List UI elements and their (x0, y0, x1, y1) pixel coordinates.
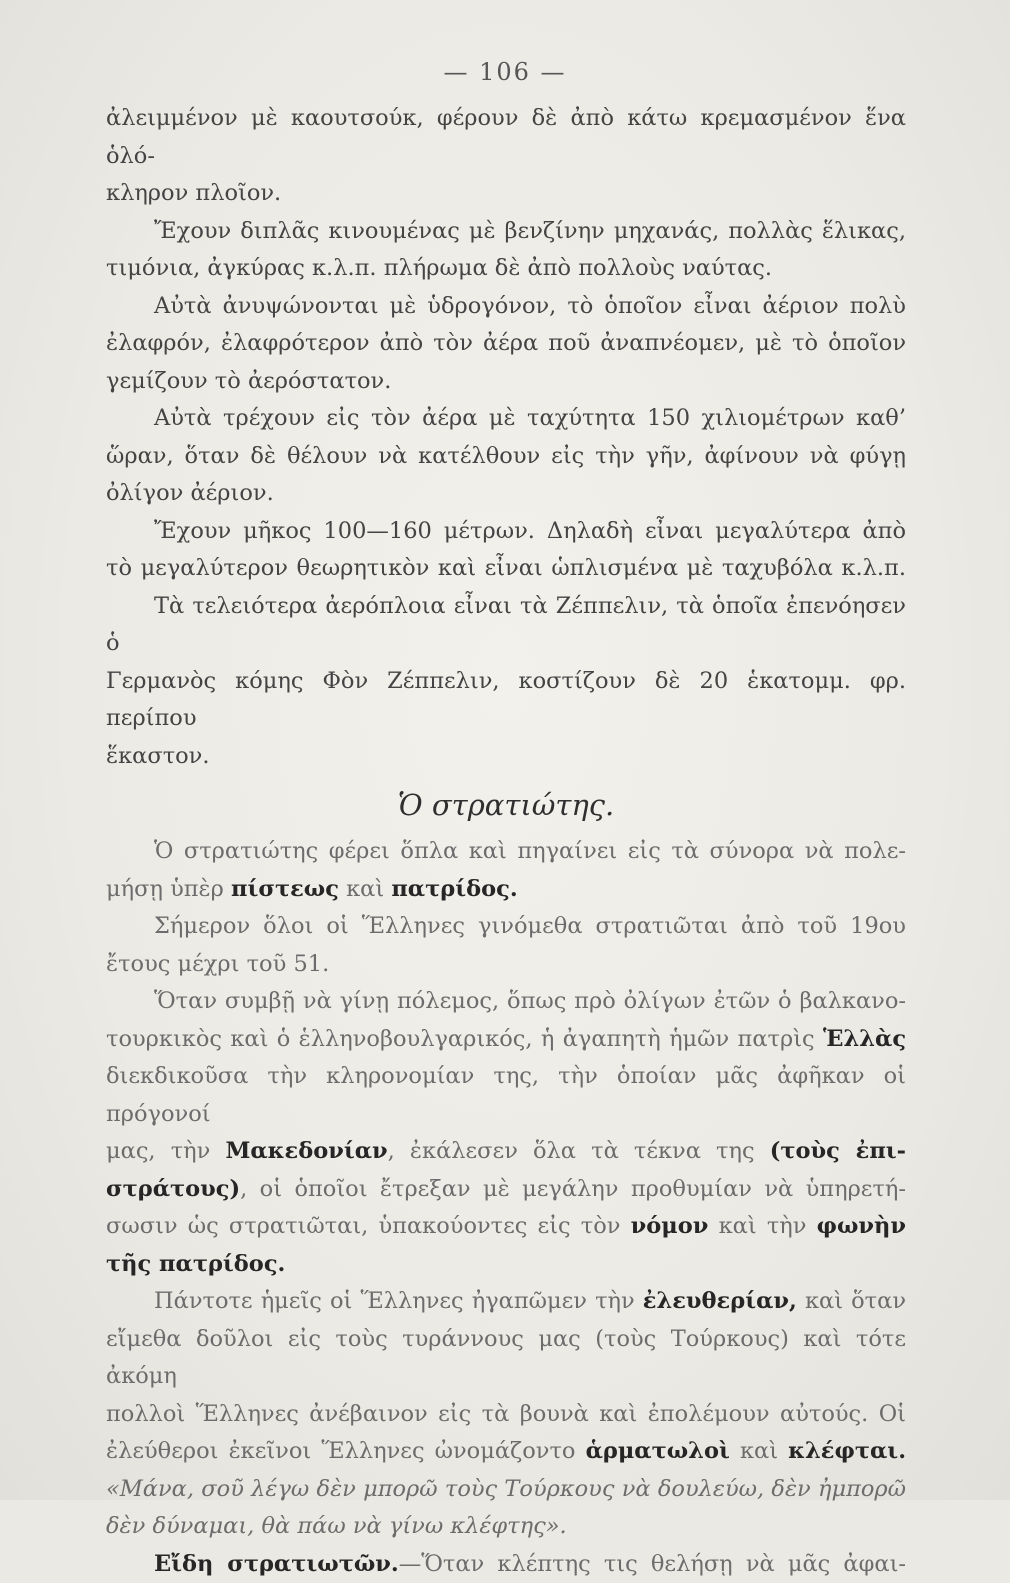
bold-term: στράτους) (106, 1176, 240, 1202)
soldier-section (106, 833, 906, 1583)
text-line (106, 1208, 906, 1246)
text-span: καὶ τὴν (719, 1213, 807, 1239)
text-line: τιμόνια, ἀγκύρας κ.λ.π. πλήρωμα δὲ ἀπὸ πολλοὺς ναύτας. (106, 250, 906, 288)
text-line: πολλοὶ Ἕλληνες ἀνέβαινον εἰς τὰ βουνὰ καὶ ἐπολέμουν αὐτούς. Οἱ (106, 1396, 906, 1434)
text-line (106, 1283, 906, 1321)
quote-line: δὲν δύναμαι, θὰ πάω νὰ γίνω κλέφτης». (106, 1513, 567, 1539)
text-line: Ὁ στρατιώτης φέρει ὅπλα καὶ πηγαίνει εἰς τὰ σύνορα νὰ πολε- (106, 833, 906, 871)
text-line: ἀλειμμένον μὲ καουτσούκ, φέρουν δὲ ἀπὸ κάτω κρεμασμένον ἕνα ὁλό- (106, 100, 906, 175)
text-line: εἴμεθα δοῦλοι εἰς τοὺς τυράννους μας (τοὺς Τούρκους) καὶ τότε ἀκόμη (106, 1321, 906, 1396)
page-number: — 106 — (0, 58, 1010, 86)
text-line: ἕκαστον. (106, 738, 906, 776)
text-span: καὶ (346, 876, 384, 902)
page-text (106, 100, 906, 1583)
text-line: Γερμανὸς κόμης Φὸν Ζέππελιν, κοστίζουν δὲ 20 ἑκατομμ. φρ. περίπου (106, 663, 906, 738)
bold-term: τῆς πατρίδος. (106, 1251, 285, 1277)
text-line (106, 871, 906, 909)
text-span: τουρκικὸς καὶ ὁ ἑλληνοβουλγαρικός, ἡ ἀγαπητὴ ἡμῶν πατρὶς (106, 1026, 815, 1052)
bold-term: κλέφται. (788, 1438, 906, 1464)
text-line: ὀλίγον ἀέριον. (106, 475, 906, 513)
text-line (106, 1133, 906, 1171)
bold-term: φωνὴν (817, 1213, 906, 1239)
text-line (106, 1508, 906, 1546)
text-span: σωσιν ὡς στρατιῶται, ὑπακούοντες εἰς τὸν (106, 1213, 620, 1239)
bold-term: Μακεδονίαν (225, 1138, 387, 1164)
bold-term: ἁρματωλοὶ (586, 1438, 730, 1464)
text-span: , οἱ ὁποῖοι ἔτρεξαν μὲ μεγάλην προθυμίαν νὰ ὑπηρετή- (240, 1176, 906, 1202)
bold-term: Ἑλλὰς (823, 1026, 906, 1052)
text-line (106, 1471, 906, 1509)
text-span: Πάντοτε ἡμεῖς οἱ Ἕλληνες ἠγαπῶμεν τὴν (154, 1288, 635, 1314)
text-span: μας, τὴν (106, 1138, 210, 1164)
text-line: γεμίζουν τὸ ἀερόστατον. (106, 363, 906, 401)
quote-line: «Μάνα, σοῦ λέγω δὲν μπορῶ τοὺς Τούρκους νὰ δουλεύω, δὲν ἠμπορῶ (106, 1476, 906, 1502)
bold-term: (τοὺς ἐπι- (770, 1138, 906, 1164)
text-line (106, 1246, 906, 1284)
bold-term: νόμον (631, 1213, 709, 1239)
bold-term: Εἴδη στρατιωτῶν. (154, 1551, 399, 1577)
text-line: Τὰ τελειότερα ἀερόπλοια εἶναι τὰ Ζέππελιν, τὰ ὁποῖα ἐπενόησεν ὁ (106, 588, 906, 663)
bold-term: πατρίδος. (391, 876, 517, 902)
section-heading: Ὁ στρατιώτης. (106, 785, 906, 825)
text-span: μήσῃ ὑπὲρ (106, 876, 224, 902)
text-span: —Ὅταν κλέπτης τις θελήσῃ νὰ μᾶς ἀφαι- (399, 1551, 906, 1577)
bold-term: πίστεως (231, 876, 339, 902)
text-line: ὥραν, ὅταν δὲ θέλουν νὰ κατέλθουν εἰς τὴν γῆν, ἀφίνουν νὰ φύγῃ (106, 438, 906, 476)
bold-term: ἐλευθερίαν, (643, 1288, 797, 1314)
text-span: καὶ (740, 1438, 778, 1464)
text-line (106, 1433, 906, 1471)
text-line: ἔτους μέχρι τοῦ 51. (106, 946, 906, 984)
text-span: , ἐκάλεσεν ὅλα τὰ τέκνα της (388, 1138, 755, 1164)
text-line (106, 1546, 906, 1583)
text-line: Αὐτὰ τρέχουν εἰς τὸν ἀέρα μὲ ταχύτητα 150 χιλιομέτρων καθ’ (106, 400, 906, 438)
text-line: Σήμερον ὅλοι οἱ Ἕλληνες γινόμεθα στρατιῶται ἀπὸ τοῦ 19ου (106, 908, 906, 946)
text-line: κληρον πλοῖον. (106, 175, 906, 213)
text-line: Ἔχουν μῆκος 100—160 μέτρων. Δηλαδὴ εἶναι μεγαλύτερα ἀπὸ (106, 513, 906, 551)
text-line: τὸ μεγαλύτερον θεωρητικὸν καὶ εἶναι ὡπλισμένα μὲ ταχυβόλα κ.λ.π. (106, 550, 906, 588)
text-line (106, 1171, 906, 1209)
text-line: διεκδικοῦσα τὴν κληρονομίαν της, τὴν ὁποίαν μᾶς ἀφῆκαν οἱ πρόγονοί (106, 1058, 906, 1133)
text-line: Αὐτὰ ἀνυψώνονται μὲ ὑδρογόνον, τὸ ὁποῖον εἶναι ἀέριον πολὺ (106, 288, 906, 326)
text-span: ἐλεύθεροι ἐκεῖνοι Ἕλληνες ὠνομάζοντο (106, 1438, 575, 1464)
text-line (106, 1021, 906, 1059)
text-line: Ὅταν συμβῇ νὰ γίνῃ πόλεμος, ὅπως πρὸ ὀλίγων ἐτῶν ὁ βαλκανο- (106, 983, 906, 1021)
text-span: καὶ ὅταν (805, 1288, 906, 1314)
text-line: Ἔχουν διπλᾶς κινουμένας μὲ βενζίνην μηχανάς, πολλὰς ἕλικας, (106, 213, 906, 251)
text-line: ἐλαφρόν, ἐλαφρότερον ἀπὸ τὸν ἀέρα ποῦ ἀναπνέομεν, μὲ τὸ ὁποῖον (106, 325, 906, 363)
